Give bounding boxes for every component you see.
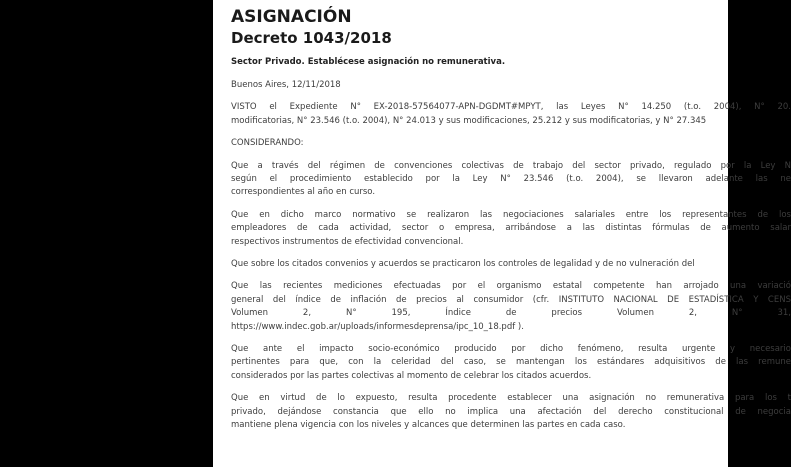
paragraph-line: correspondientes al año en curso.	[231, 187, 376, 198]
body-paragraph	[231, 343, 791, 383]
document-title: ASIGNACIÓN	[231, 7, 352, 27]
document-page	[213, 0, 791, 467]
paragraph-line: Volumen 2, N° 195, Índice de precios Volumen 2, N° 31,	[231, 308, 791, 319]
paragraph-line: Que las recientes mediciones efectuadas por el organismo estatal competente han arrojado una variació	[231, 281, 791, 292]
paragraph-line: Que en virtud de lo expuesto, resulta procedente establecer una asignación no remunerativa para los t	[231, 393, 791, 404]
paragraph-line: Que a través del régimen de convenciones colectivas de trabajo del sector privado, regulado por la Ley N	[231, 160, 791, 171]
paragraph-line: modificatorias, N° 23.546 (t.o. 2004), N° 24.013 y sus modificaciones, 25.212 y sus modificatorias, y N° 27.345	[231, 115, 707, 126]
place-date: Buenos Aires, 12/11/2018	[231, 80, 341, 90]
paragraph-line: mantiene plena vigencia con los niveles y alcances que determinen las partes en cada caso.	[231, 419, 626, 430]
body-paragraphs	[231, 101, 791, 432]
body-paragraph	[231, 137, 791, 150]
paragraph-line: Que sobre los citados convenios y acuerdos se practicaron los controles de legalidad y de no vulneración del	[231, 258, 695, 269]
paragraph-line: considerados por las partes colectivas al momento de celebrar los citados acuerdos.	[231, 370, 592, 381]
paragraph-line: Que en dicho marco normativo se realizaron las negociaciones salariales entre los representantes de los	[231, 209, 791, 220]
document-content	[231, 6, 791, 441]
body-paragraph	[231, 160, 791, 200]
body-paragraph	[231, 258, 791, 271]
paragraph-line: CONSIDERANDO:	[231, 138, 304, 149]
decree-subtitle: Sector Privado. Establécese asignación no remunerativa.	[231, 57, 506, 67]
decree-number: Decreto 1043/2018	[231, 29, 392, 47]
paragraph-line: privado, dejándose constancia que ello no implica una afectación del derecho constitucional de negocia	[231, 406, 791, 417]
paragraph-line: general del índice de inflación de precios al consumidor (cfr. INSTITUTO NACIONAL DE ESTADÍSTICA Y CENS	[231, 294, 791, 305]
body-paragraph	[231, 392, 791, 432]
body-paragraph	[231, 209, 791, 249]
body-paragraph	[231, 280, 791, 334]
body-paragraph	[231, 101, 791, 128]
paragraph-line: VISTO el Expediente N° EX-2018-57564077-APN-DGDMT#MPYT, las Leyes N° 14.250 (t.o. 2004), N° 20.	[231, 102, 791, 113]
paragraph-line: según el procedimiento establecido por la Ley N° 23.546 (t.o. 2004), se llevaron adelante las ne	[231, 174, 791, 184]
paragraph-line: respectivos instrumentos de efectividad convencional.	[231, 236, 464, 247]
paragraph-line: empleadores de cada actividad, sector o empresa, arribándose a las distintas fórmulas de aumento salar	[231, 223, 791, 234]
paragraph-line: pertinentes para que, con la celeridad del caso, se mantengan los estándares adquisitivos de las remune	[231, 357, 791, 368]
paragraph-line: Que ante el impacto socio-económico producido por dicho fenómeno, resulta urgente y necesario	[231, 343, 791, 354]
paragraph-line[interactable]: https://www.indec.gob.ar/uploads/informesdeprensa/ipc_10_18.pdf ).	[231, 321, 524, 332]
